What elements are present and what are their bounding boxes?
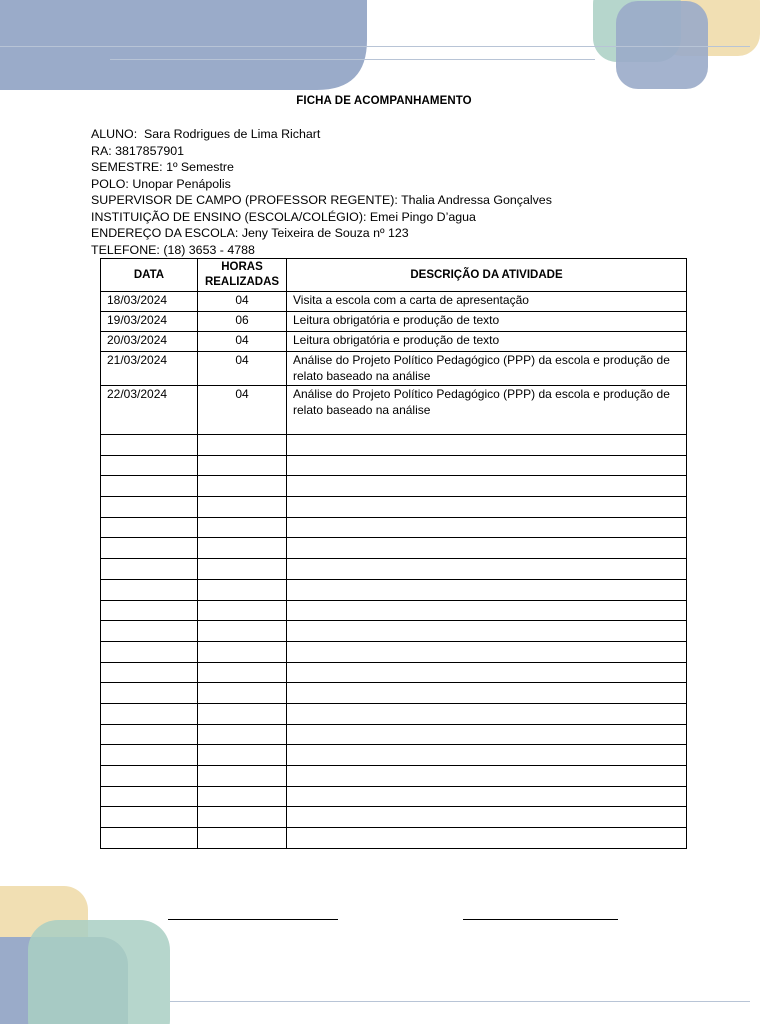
cell-empty [198,703,287,724]
top-left-decor-shape [0,0,380,95]
cell-empty [101,828,198,849]
cell-empty [198,641,287,662]
cell-empty [101,766,198,787]
cell-hours: 04 [198,352,287,386]
cell-empty [198,807,287,828]
cell-date: 20/03/2024 [101,332,198,352]
field-ra: RA: 3817857901 [91,143,185,158]
table-row-empty [101,703,687,724]
field-instituicao: INSTITUIÇÃO DE ENSINO (ESCOLA/COLÉGIO): Emei Pingo D’agua [91,209,476,224]
empty-rows [101,435,687,849]
cell-empty [198,538,287,559]
field-endereco: ENDEREÇO DA ESCOLA: Jeny Teixeira de Souza nº 123 [91,226,409,240]
cell-empty [101,497,198,518]
table-row [101,312,687,332]
cell-empty [101,786,198,807]
cell-hours: 06 [198,312,287,332]
cell-empty [287,828,687,849]
cell-empty [287,476,687,497]
top-rule-line-far [600,46,750,47]
cell-empty [287,683,687,704]
cell-empty [101,745,198,766]
table-row-empty [101,766,687,787]
table-row-empty [101,828,687,849]
cell-empty [198,435,287,456]
cell-empty [198,559,287,580]
table-row-empty [101,455,687,476]
cell-empty [198,621,287,642]
cell-empty [101,600,198,621]
field-telefone: TELEFONE: (18) 3653 - 4788 [91,242,255,257]
cell-empty [198,476,287,497]
cell-empty [287,517,687,538]
cell-empty [198,828,287,849]
cell-empty [198,745,287,766]
cell-empty [287,600,687,621]
cell-empty [198,786,287,807]
cell-empty [287,538,687,559]
table-row-empty [101,559,687,580]
table-row-empty [101,807,687,828]
signature-line-left [168,919,338,920]
table-row-empty [101,538,687,559]
cell-date: 21/03/2024 [101,352,198,386]
table-row-empty [101,435,687,456]
cell-empty [198,683,287,704]
bottom-left-decor-shapes [0,880,180,1024]
cell-empty [101,455,198,476]
table-row-empty [101,579,687,600]
top-rule-line-right [110,59,595,60]
cell-description: Análise do Projeto Político Pedagógico (PPP) da escola e produção de relato baseado na análise [287,386,687,435]
cell-empty [101,807,198,828]
table-row-empty [101,517,687,538]
header-date: DATA [101,259,198,292]
cell-empty [287,641,687,662]
signature-line-right [463,919,618,920]
cell-empty [101,724,198,745]
cell-empty [287,807,687,828]
cell-date: 18/03/2024 [101,292,198,312]
cell-empty [198,766,287,787]
cell-empty [101,435,198,456]
cell-empty [198,724,287,745]
cell-empty [101,579,198,600]
table-row-empty [101,745,687,766]
cell-hours: 04 [198,292,287,312]
cell-date: 19/03/2024 [101,312,198,332]
table-row-empty [101,683,687,704]
cell-empty [101,662,198,683]
cell-description: Leitura obrigatória e produção de texto [287,332,687,352]
cell-empty [287,497,687,518]
table-row-empty [101,621,687,642]
cell-date: 22/03/2024 [101,386,198,435]
table-header-row [101,259,687,292]
student-info-block [91,126,552,258]
cell-empty [287,724,687,745]
cell-empty [101,683,198,704]
cell-empty [287,662,687,683]
cell-empty [287,786,687,807]
table-row-empty [101,497,687,518]
cell-empty [198,600,287,621]
top-rule-line-left [0,46,600,47]
top-right-decor-shapes [590,0,768,95]
cell-empty [101,559,198,580]
field-semestre: SEMESTRE: 1º Semestre [91,160,234,174]
field-aluno: ALUNO: Sara Rodrigues de Lima Richart [91,127,321,141]
activity-table [100,258,687,849]
cell-empty [198,579,287,600]
table-row-empty [101,476,687,497]
header-description: DESCRIÇÃO DA ATIVIDADE [287,259,687,292]
field-polo: POLO: Unopar Penápolis [91,176,231,191]
cell-empty [101,517,198,538]
cell-empty [101,641,198,662]
table-row [101,386,687,435]
cell-empty [287,703,687,724]
cell-empty [101,703,198,724]
table-row [101,292,687,312]
cell-description: Análise do Projeto Político Pedagógico (PPP) da escola e produção de relato baseado na análise [287,352,687,386]
cell-empty [287,579,687,600]
cell-description: Visita a escola com a carta de apresentação [287,292,687,312]
cell-empty [198,662,287,683]
cell-hours: 04 [198,332,287,352]
table-row-empty [101,641,687,662]
cell-empty [101,538,198,559]
cell-description: Leitura obrigatória e produção de texto [287,312,687,332]
document-title: FICHA DE ACOMPANHAMENTO [296,95,472,107]
field-supervisor: SUPERVISOR DE CAMPO (PROFESSOR REGENTE): Thalia Andressa Gonçalves [91,193,552,207]
header-hours: HORAS REALIZADAS [198,259,287,292]
cell-empty [287,766,687,787]
cell-empty [287,745,687,766]
table-row-empty [101,724,687,745]
cell-hours: 04 [198,386,287,435]
cell-empty [101,476,198,497]
bottom-rule-line [170,1001,750,1002]
cell-empty [198,517,287,538]
table-row [101,352,687,386]
cell-empty [198,455,287,476]
cell-empty [287,621,687,642]
table-row-empty [101,786,687,807]
table-row-empty [101,600,687,621]
table-row-empty [101,662,687,683]
cell-empty [287,455,687,476]
table-row [101,332,687,352]
cell-empty [198,497,287,518]
cell-empty [287,435,687,456]
cell-empty [101,621,198,642]
cell-empty [287,559,687,580]
